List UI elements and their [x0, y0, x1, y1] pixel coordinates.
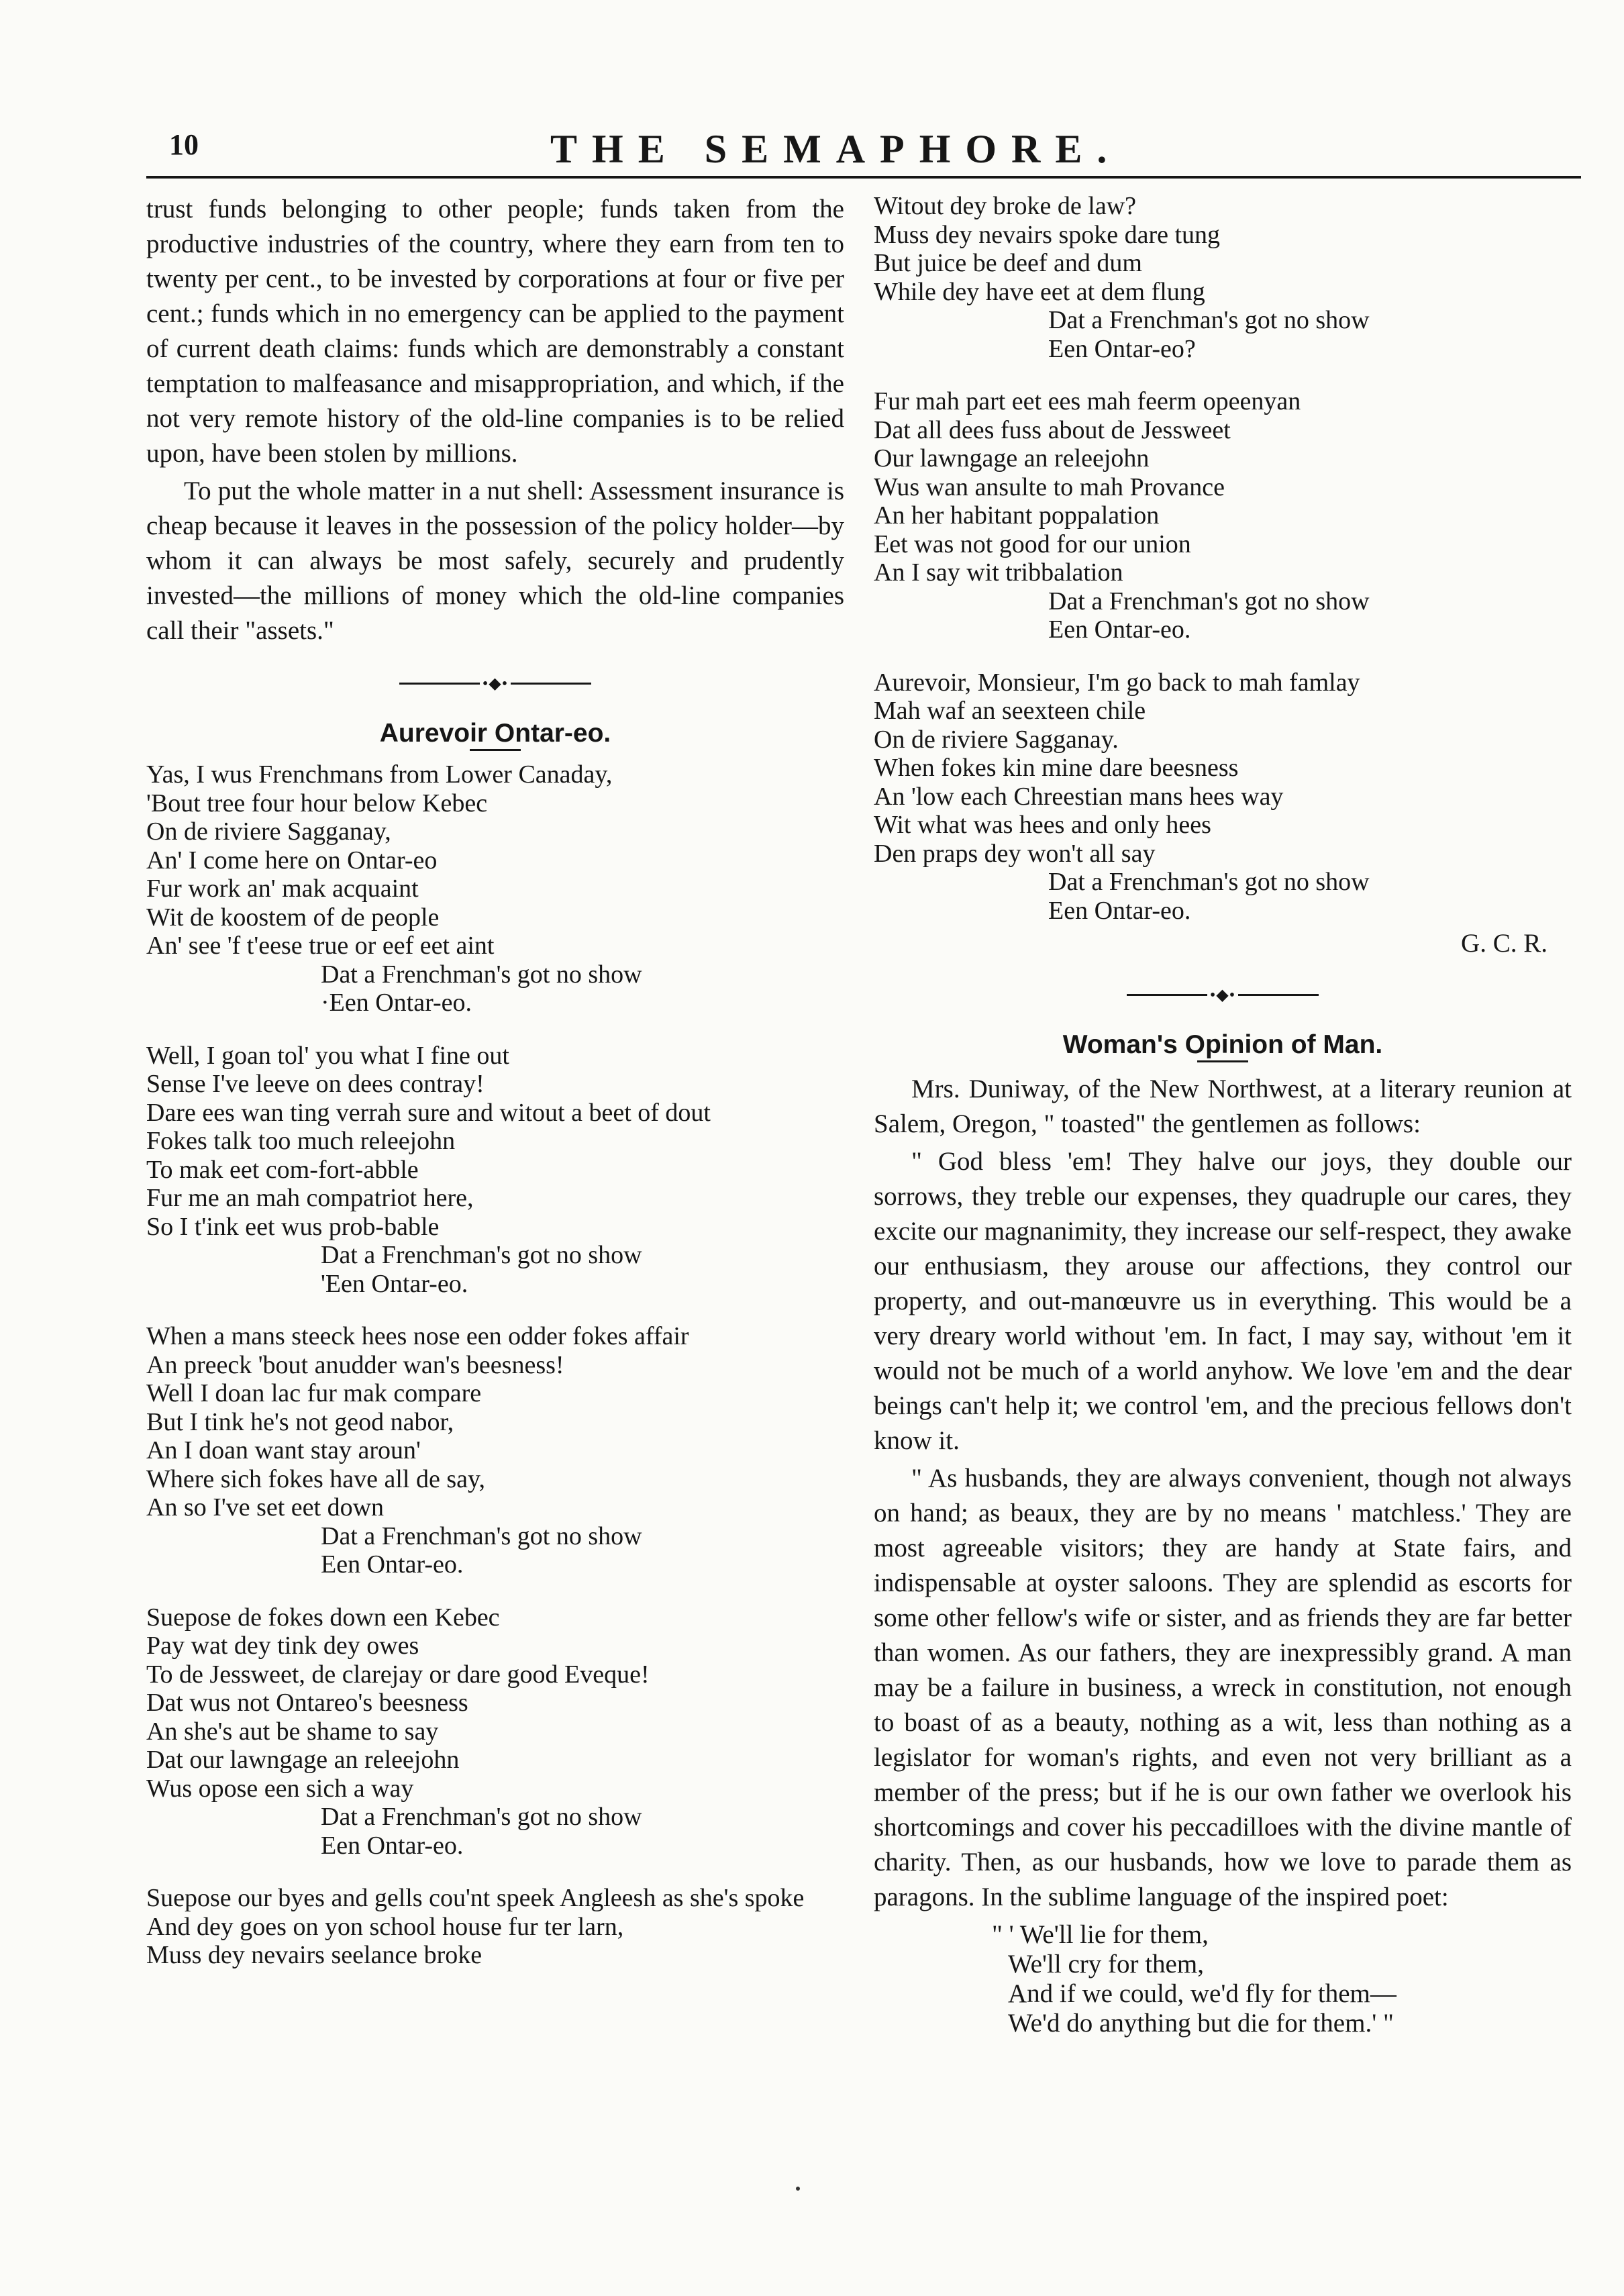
- poem-line: Een Ontar-eo.: [1048, 615, 1191, 644]
- poem-line: Wit what was hees and only hees: [874, 811, 1211, 839]
- poem-continuation: [874, 192, 1572, 925]
- poem-line: Suepose our byes and gells cou'nt speek Angleesh as she's spoke: [146, 1884, 805, 1912]
- masthead: THE SEMAPHORE.: [550, 127, 1122, 171]
- article-title-text: Woman's Opinion of Man.: [1062, 1030, 1383, 1059]
- section-divider: [874, 981, 1572, 1008]
- poem-line: An she's aut be shame to say: [146, 1717, 439, 1746]
- poem-line: Well, I goan tol' you what I fine out: [146, 1041, 509, 1070]
- poem-line: Sense I've leeve on dees contray!: [146, 1070, 485, 1098]
- poem-line: On de riviere Sagganay,: [146, 817, 391, 846]
- poem-line: ·Een Ontar-eo.: [321, 989, 472, 1017]
- poem-line: Where sich fokes have all de say,: [146, 1464, 486, 1493]
- poem-line: Wus wan ansulte to mah Provance: [874, 472, 1225, 501]
- poem-line: Dat a Frenchman's got no show: [1048, 587, 1370, 615]
- poem-line: An her habitant poppalation: [874, 501, 1160, 530]
- poem-line: Wus opose een sich a way: [146, 1774, 414, 1803]
- poem-line: Dat a Frenchman's got no show: [321, 1521, 642, 1550]
- poem-line: An' I come here on Ontar-eo: [146, 846, 438, 875]
- stanza: [146, 1884, 844, 1970]
- poem-title: [146, 714, 844, 751]
- paragraph: " God bless 'em! They halve our joys, they double our sorrows, they treble our expenses, they quadruple our cares, they excite our magnanimity, they increase our self-respect, they awake our enthusiasm, they arouse our affections, they control our property, and out-manœuvre us in everything. This would be a very dreary world without 'em. In fact, I may say, without 'em it would not be much of a world anyhow. We love 'em and the dear beings can't help it; we control 'em, and the precious fellows don't know it.: [874, 1147, 1572, 1455]
- divider-bar: [1127, 994, 1207, 996]
- poem-line: Een Ontar-eo?: [1048, 334, 1196, 363]
- poem-line: Fokes talk too much releejohn: [146, 1127, 456, 1155]
- poem-line: Fur work an' mak acquaint: [146, 875, 419, 903]
- verse-line: We'll cry for them,: [1008, 1950, 1204, 1979]
- poem-line: And dey goes on yon school house fur ter larn,: [146, 1912, 624, 1941]
- poem-line: Witout dey broke de law?: [874, 192, 1137, 220]
- poem-line: Dat a Frenchman's got no show: [1048, 306, 1370, 334]
- insurance-article-continuation: [146, 192, 844, 648]
- title-underline: [1197, 1060, 1248, 1062]
- closing-verse: [992, 1920, 1572, 2038]
- article-title: [874, 1026, 1572, 1062]
- poem-line: Mah waf an seexteen chile: [874, 697, 1146, 725]
- poem-title-text: Aurevoir Ontar-eo.: [379, 719, 611, 748]
- section-divider: [146, 670, 844, 697]
- poem-line: To mak eet com-fort-abble: [146, 1155, 419, 1184]
- paragraph: " As husbands, they are always convenient, though not always on hand; as beaux, they are by no means ' matchless.' They are most agreeable visitors; they are handy at State fairs, and indispensable at oyster saloons. They are splendid as escorts for some other fellow's wife or sister, and as friends they are far better than women. As our fathers, they are inexpressibly grand. A man may be a failure in business, a wreck in constitution, not enough to boast of as a beauty, nothing as a wit, less than nothing as a legislator for woman's rights, and even not very brilliant as a member of the press; but if he is our own father we overlook his shortcomings and cover his peccadilloes with the divine mantle of charity. Then, as our husbands, how we love to parade them as paragons. In the sublime language of the inspired poet:: [874, 1464, 1572, 1911]
- stanza: [146, 1322, 844, 1579]
- divider-bar: [511, 683, 591, 685]
- poem-line: Muss dey nevairs spoke dare tung: [874, 220, 1221, 249]
- title-underline: [470, 749, 521, 751]
- poem-line: Yas, I wus Frenchmans from Lower Canaday,: [146, 760, 613, 789]
- left-column: [146, 192, 844, 1970]
- right-column: [874, 192, 1572, 2038]
- paragraph: Mrs. Duniway, of the New Northwest, at a literary reunion at Salem, Oregon, " toasted" the gentlemen as follows:: [874, 1075, 1572, 1138]
- poem-line: When fokes kin mine dare beesness: [874, 754, 1239, 782]
- verse-line: We'd do anything but die for them.' ": [1008, 2009, 1394, 2038]
- poem-signature: G. C. R.: [1461, 929, 1547, 958]
- divider-ornament: •◆•: [482, 675, 509, 693]
- page-number: 10: [169, 128, 199, 161]
- poem-line: 'Bout tree four hour below Kebec: [146, 789, 488, 817]
- verse-line: And if we could, we'd fly for them—: [1008, 1979, 1397, 2008]
- poem-line: Suepose de fokes down een Kebec: [146, 1603, 500, 1632]
- divider-bar: [1238, 994, 1319, 996]
- poem-line: Dat wus not Ontareo's beesness: [146, 1689, 468, 1717]
- poem-line: Pay wat dey tink dey owes: [146, 1632, 419, 1660]
- poem-line: An so I've set eet down: [146, 1493, 385, 1521]
- poem-line: Een Ontar-eo.: [321, 1550, 464, 1579]
- poem-line: Een Ontar-eo.: [321, 1831, 464, 1860]
- verse-line: " ' We'll lie for them,: [992, 1920, 1209, 1949]
- divider-ornament: •◆•: [1209, 986, 1236, 1004]
- poem-line: When a mans steeck hees nose een odder fokes affair: [146, 1322, 689, 1350]
- header-rule: [146, 176, 1581, 179]
- poem-line: Dat a Frenchman's got no show: [1048, 868, 1370, 896]
- poem-line: Dat a Frenchman's got no show: [321, 1803, 642, 1831]
- paragraph: To put the whole matter in a nut shell: Assessment insurance is cheap because it leaves in the possession of the policy holder—by whom it can always be most safely, securely and prudently invested—the millions of money which the old-line companies call their "assets.": [146, 477, 844, 645]
- poem-line: Aurevoir, Monsieur, I'm go back to mah famlay: [874, 668, 1360, 697]
- poem-line: An I say wit tribbalation: [874, 558, 1123, 587]
- divider-bar: [399, 683, 480, 685]
- poem-line: Den praps dey won't all say: [874, 839, 1156, 868]
- stanza: [146, 1603, 844, 1860]
- poem-line: Dat a Frenchman's got no show: [321, 1241, 642, 1269]
- poem-line: Fur mah part eet ees mah feerm opeenyan: [874, 387, 1301, 415]
- poem-line: But I tink he's not geod nabor,: [146, 1407, 454, 1436]
- page-speck: [796, 2187, 800, 2191]
- poem-line: While dey have eet at dem flung: [874, 277, 1205, 306]
- poem-line: An preeck 'bout anudder wan's beesness!: [146, 1350, 564, 1379]
- stanza: [874, 192, 1572, 363]
- poem-line: Eet was not good for our union: [874, 530, 1191, 558]
- womans-opinion-article: [874, 1072, 1572, 1915]
- poem-line: So I t'ink eet wus prob-bable: [146, 1212, 440, 1241]
- poem-line: Well I doan lac fur mak compare: [146, 1379, 482, 1407]
- poem-line: Dare ees wan ting verrah sure and witout a beet of dout: [146, 1098, 711, 1127]
- poem: [146, 760, 844, 1970]
- poem-line: Muss dey nevairs seelance broke: [146, 1941, 483, 1969]
- poem-line: Fur me an mah compatriot here,: [146, 1184, 474, 1212]
- poem-line: Our lawngage an releejohn: [874, 444, 1150, 472]
- poem-line: Een Ontar-eo.: [1048, 896, 1191, 925]
- poem-line: An' see 'f t'eese true or eef eet aint: [146, 932, 495, 960]
- stanza: [146, 760, 844, 1017]
- paragraph: trust funds belonging to other people; funds taken from the productive industries of the country, where they earn from ten to twenty per cent., to be invested by corporations at four or five per cent.; funds which in no emergency can be applied to the payment of current death claims: funds which are demonstrably a constant temptation to malfeasance and misappropriation, and which, if the not very remote history of the old-line companies is to be relied upon, have been stolen by millions.: [146, 195, 844, 468]
- poem-line: Wit de koostem of de people: [146, 903, 440, 932]
- stanza: [874, 668, 1572, 926]
- poem-line: On de riviere Sagganay.: [874, 725, 1119, 754]
- poem-line: Dat our lawngage an releejohn: [146, 1746, 460, 1774]
- poem-line: An 'low each Chreestian mans hees way: [874, 782, 1284, 811]
- poem-line: Dat a Frenchman's got no show: [321, 960, 642, 989]
- poem-line: 'Een Ontar-eo.: [321, 1269, 468, 1298]
- stanza: [874, 387, 1572, 644]
- poem-line: An I doan want stay aroun': [146, 1436, 421, 1464]
- poem-line: To de Jessweet, de clarejay or dare good Eveque!: [146, 1660, 650, 1689]
- poem-line: Dat all dees fuss about de Jessweet: [874, 415, 1231, 444]
- poem-line: But juice be deef and dum: [874, 249, 1142, 277]
- stanza: [146, 1042, 844, 1299]
